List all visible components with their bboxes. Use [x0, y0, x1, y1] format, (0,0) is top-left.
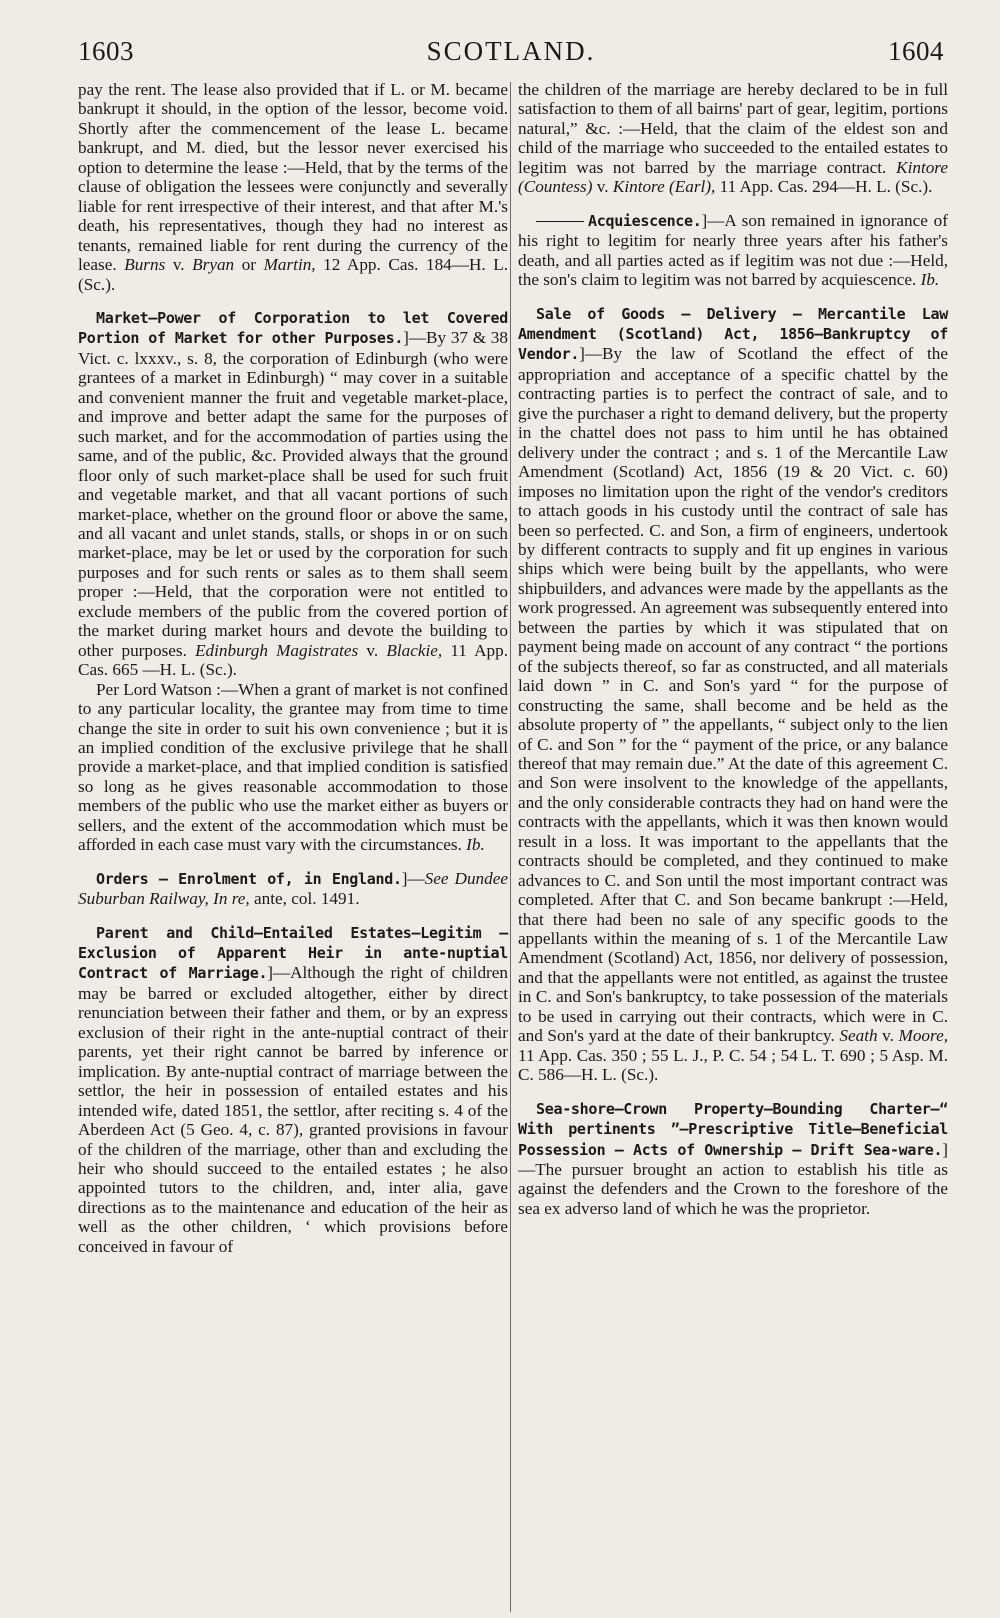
entry-heading: Sale of Goods — Delivery — Mercantile Law Amendment (Scotland) Act, 1856—Bankruptcy of Vendor. — [518, 304, 948, 364]
watson-paragraph: Per Lord Watson :—When a grant of market is not confined to any particular locality, the grantee may from time to time change the site in order to suit his own convenience ; but it is an implied condition of the exclusive privilege that he shall provide a market-place, and that implied condition is satisfied so long as he gives reasonable accommodation to those members of the public who use the market either as buyers or sellers, and the extent of the accommodation which must be afforded in each case must vary with the circumstances. Ib. — [78, 679, 508, 855]
acquiescence-entry: Acquiescence.]—A son remained in ignorance of his right to legitim for nearly three years after his father's death, and all parties acted as if legitim was not due :—Held, the son's claim to legitim was not barred by acquiescence. Ib. — [518, 210, 948, 290]
cross-reference: See Dundee Suburban Railway, In re, — [78, 868, 508, 909]
right-page-number: 1604 — [888, 36, 944, 66]
kintore-paragraph: the children of the marriage are hereby declared to be in full satisfaction to them of all bairns' part of gear, legitim, portions natural,” &c. :—Held, that the claim of the eldest son and child of the marriage who succeeded to the entailed estates to legitim was not barred by the marriage contract. Kintore (Countess) v. Kintore (Earl), 11 App. Cas. 294—H. L. (Sc.). — [518, 80, 948, 197]
left-column — [78, 80, 508, 1256]
ditto-dash — [536, 221, 584, 222]
market-entry: Market—Power of Corporation to let Covered Portion of Market for other Purposes.]—By 37 & 38 Vict. c. lxxxv., s. 8, the corporation of Edinburgh (who were grantees of a market in Edinburgh) “ may cover in a suitable and convenient manner the fruit and vegetable market-place, and improve and better adapt the same for the purposes of such market, and for the accommodation of parties using the same, and of the public, &c. Provided always that the ground floor only of such market-place shall be used for such fruit and vegetable market, and that all vacant portions of such market-place, whether on the ground floor or above the same, and all vacant and unlet stands, stalls, or shops in or on such market-place, may be let or used by the corporation for such purposes and for such rents or sales as to them shall seem proper :—Held, that the corporation were not entitled to exclude members of the public from the covered portion of the market during market hours and devote the building to other purposes. Edinburgh Magistrates v. Blackie, 11 App. Cas. 665 —H. L. (Sc.). — [78, 308, 508, 680]
parent-child-entry: Parent and Child—Entailed Estates—Legitim —Exclusion of Apparent Heir in ante-nuptial Contract of Marriage.]—Although the right of children may be barred or excluded altogether, either by direct renunciation between their father and them, or by an express exclusion of their right in the ante-nuptial contract of their parents, yet their right cannot be barred by inference or implication. By ante-nuptial contract of marriage between the settlor, the heir in possession of entailed estates and his intended wife, dated 1851, the settlor, after reciting s. 4 of the Aberdeen Act (5 Geo. 4, c. 87), granted provisions in favour of the children of the marriage, other than and excluding the heir who should succeed to the entailed estates ; he also appointed tutors to the children, and, inter alia, gave directions as to the maintenance and education of the heir as well as the other children, ‘ which provisions before conceived in favour of — [78, 923, 508, 1256]
entry-heading: Acquiescence. — [588, 211, 702, 230]
case-citation: Kintore (Countess) — [518, 157, 948, 197]
case-citation: Seath — [839, 1026, 878, 1046]
right-column — [518, 80, 948, 1218]
entry-heading: Sea-shore—Crown Property—Bounding Charter—“ With pertinents ”—Prescriptive Title—Beneficial Possession — Acts of Ownership — Drift Sea-ware. — [518, 1099, 948, 1159]
entry-heading: Market—Power of Corporation to let Covered Portion of Market for other Purposes. — [78, 308, 508, 348]
case-citation: Edinburgh Magistrates — [195, 640, 359, 660]
column-divider — [510, 82, 511, 1612]
entry-heading: Parent and Child—Entailed Estates—Legitim —Exclusion of Apparent Heir in ante-nuptial Contract of Marriage. — [78, 923, 508, 983]
running-title: SCOTLAND. — [426, 36, 596, 66]
case-citation: Burns — [124, 255, 166, 275]
sea-shore-entry: Sea-shore—Crown Property—Bounding Charter—“ With pertinents ”—Prescriptive Title—Beneficial Possession — Acts of Ownership — Drift Sea-ware.]—The pursuer brought an action to establish his title as against the defenders and the Crown to the foreshore of the sea ex adverso land of which he was the proprietor. — [518, 1099, 948, 1218]
left-page-number: 1603 — [78, 36, 134, 66]
page-header — [78, 30, 944, 70]
entry-heading: Orders — Enrolment of, in England. — [96, 869, 402, 888]
lease-paragraph: pay the rent. The lease also provided that if L. or M. became bankrupt it should, in the option of the lessor, become void. Shortly after the commencement of the lease L. became bankrupt, and M. died, but the lessor never exercised his option to determine the lease :—Held, that by the terms of the clause of obligation the lessees were conjunctly and severally liable for rent irrespective of their interest, and that after M.'s death, his representatives, though they had no interest as tenants, remained liable for rent during the currency of the lease. Burns v. Bryan or Martin, 12 App. Cas. 184—H. L. (Sc.). — [78, 80, 508, 294]
orders-entry: Orders — Enrolment of, in England.]—See Dundee Suburban Railway, In re, ante, col. 1491. — [78, 868, 508, 909]
sale-of-goods-entry: Sale of Goods — Delivery — Mercantile Law Amendment (Scotland) Act, 1856—Bankruptcy of Vendor.]—By the law of Scotland the effect of the appropriation and acceptance of a specific chattel by the contracting parties is to perfect the contract of sale, and to give the purchaser a right to demand delivery, but the property in the chattel does not pass to him until he has obtained delivery under the contract ; and s. 1 of the Mercantile Law Amendment (Scotland) Act, 1856 (19 & 20 Vict. c. 60) imposes no limitation upon the right of the vendor's creditors to attach goods in his custody until the contract of sale has been so perfected. C. and Son, a firm of engineers, undertook by different contracts to supply and fit up engines in various ships which were being built by the appellants, who were shipbuilders, and advances were made by the appellants as the work progressed. An agreement was subsequently entered into between the parties by which it was stipulated that on payment being made on account of any contract “ the portions of the subjects thereof, so far as constructed, and all materials laid down ” in C. and Son's yard “ for the purpose of constructing the same, shall become and be held as the absolute property of ” the appellants, “ subject only to the lien of C. and Son ” for the “ payment of the price, or any balance thereof that may remain due.” At the date of this agreement C. and Son were insolvent to the knowledge of the appellants, and the only considerable contracts they had on hand were the contracts with the appellants, which it was then known would result in a loss. It was important to the appellants that the contracts should be completed, and they continued to make advances to C. and Son until the most important contract was completed. After that C. and Son became bankrupt :—Held, that there had been no sale of any specific goods to the appellants within the meaning of s. 1 of the Mercantile Law Amendment (Scotland) Act, 1856, nor delivery of possession, and that the appellants were not entitled, as against the trustee in C. and Son's bankruptcy, to take possession of the materials to be used in carrying out their contracts, which were in C. and Son's yard at the date of their bankruptcy. Seath v. Moore, 11 App. Cas. 350 ; 55 L. J., P. C. 54 ; 54 L. T. 690 ; 5 Asp. M. C. 586—H. L. (Sc.). — [518, 304, 948, 1085]
